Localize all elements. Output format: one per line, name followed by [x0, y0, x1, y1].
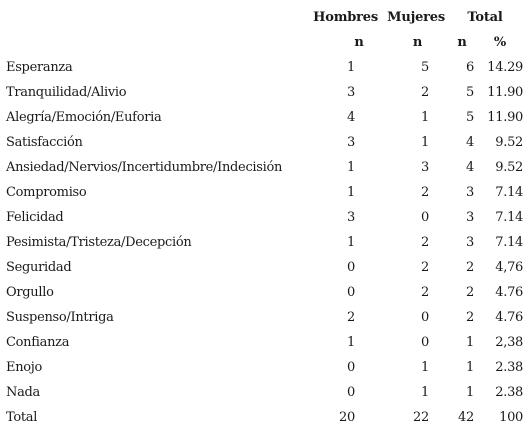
cell-total-pct: 9.52	[495, 160, 524, 175]
cell-mujeres: 1	[421, 385, 429, 400]
header-row-sub	[0, 30, 523, 55]
cell-mujeres: 0	[421, 210, 429, 225]
row-label: Tranquilidad/Alivio	[6, 85, 127, 100]
cell-hombres: 0	[347, 385, 355, 400]
cell-total-n: 1	[466, 360, 474, 375]
cell-hombres: 2	[347, 310, 355, 325]
cell-mujeres: 0	[421, 335, 429, 350]
cell-total-pct: 7.14	[495, 210, 524, 225]
row-label: Total	[6, 410, 38, 425]
table-row	[0, 330, 523, 355]
cell-total-n: 3	[466, 235, 474, 250]
cell-total-pct: 11.90	[487, 85, 524, 100]
row-label: Pesimista/Tristeza/Decepción	[6, 235, 192, 250]
cell-mujeres: 2	[421, 285, 429, 300]
table-row	[0, 255, 523, 280]
row-label: Felicidad	[6, 210, 64, 225]
cell-total-pct: 2.38	[495, 360, 524, 375]
row-label: Compromiso	[6, 185, 87, 200]
cell-total-n: 3	[466, 185, 474, 200]
row-label: Satisfacción	[6, 135, 83, 150]
table-row	[0, 280, 523, 305]
row-label: Suspenso/Intriga	[6, 310, 114, 325]
cell-hombres: 3	[347, 85, 355, 100]
cell-total-n: 6	[466, 60, 474, 75]
cell-hombres: 1	[347, 160, 355, 175]
cell-total-n: 1	[466, 385, 474, 400]
table-row	[0, 55, 523, 80]
row-label: Orgullo	[6, 285, 54, 300]
cell-hombres: 4	[347, 110, 355, 125]
emotions-table	[0, 5, 523, 430]
table-row	[0, 230, 523, 255]
row-label: Nada	[6, 385, 40, 400]
table-row	[0, 105, 523, 130]
cell-total-pct: 7.14	[495, 185, 524, 200]
cell-hombres: 1	[347, 235, 355, 250]
header-hombres: Hombres	[313, 10, 378, 25]
cell-mujeres: 1	[421, 135, 429, 150]
cell-mujeres: 2	[421, 185, 429, 200]
cell-hombres: 3	[347, 135, 355, 150]
cell-total-n: 5	[466, 110, 474, 125]
cell-total-pct: 9.52	[495, 135, 524, 150]
cell-total-pct: 2,38	[495, 335, 524, 350]
cell-total-n: 2	[466, 310, 474, 325]
cell-total-pct: 4,76	[495, 260, 524, 275]
cell-total-n: 2	[466, 285, 474, 300]
table-row	[0, 205, 523, 230]
cell-total-pct: 4.76	[495, 310, 524, 325]
cell-hombres: 20	[339, 410, 355, 425]
header-row-groups	[0, 5, 523, 30]
table-row	[0, 130, 523, 155]
cell-total-n: 1	[466, 335, 474, 350]
cell-mujeres: 2	[421, 235, 429, 250]
cell-total-pct: 100	[499, 410, 524, 425]
table-row	[0, 80, 523, 105]
header-sub-mujeres-n: n	[412, 35, 423, 50]
cell-total-n: 5	[466, 85, 474, 100]
cell-hombres: 0	[347, 360, 355, 375]
cell-total-pct: 7.14	[495, 235, 524, 250]
header-sub-total-n: n	[457, 35, 467, 50]
header-sub-empty	[0, 30, 312, 55]
cell-mujeres: 2	[421, 260, 429, 275]
cell-mujeres: 22	[413, 410, 429, 425]
cell-hombres: 1	[347, 185, 355, 200]
cell-mujeres: 3	[421, 160, 429, 175]
row-label: Confianza	[6, 335, 70, 350]
row-label: Alegría/Emoción/Euforia	[6, 110, 162, 125]
cell-total-pct: 2.38	[495, 385, 524, 400]
row-label: Seguridad	[6, 260, 72, 275]
row-label: Esperanza	[6, 60, 73, 75]
cell-total-n: 42	[458, 410, 474, 425]
cell-mujeres: 5	[421, 60, 429, 75]
cell-total-n: 2	[466, 260, 474, 275]
cell-mujeres: 1	[421, 110, 429, 125]
cell-hombres: 3	[347, 210, 355, 225]
cell-mujeres: 0	[421, 310, 429, 325]
header-mujeres: Mujeres	[387, 10, 445, 25]
cell-hombres: 1	[347, 335, 355, 350]
header-empty	[0, 5, 312, 30]
cell-total-n: 4	[466, 135, 474, 150]
header-sub-total-pct: %	[493, 35, 507, 50]
cell-mujeres: 2	[421, 85, 429, 100]
cell-hombres: 0	[347, 260, 355, 275]
table-row	[0, 355, 523, 380]
table-row	[0, 180, 523, 205]
cell-total-pct: 14.29	[487, 60, 524, 75]
cell-hombres: 0	[347, 285, 355, 300]
table-row	[0, 155, 523, 180]
row-label: Enojo	[6, 360, 43, 375]
header-sub-hombres-n: n	[354, 35, 364, 50]
cell-total-pct: 11.90	[487, 110, 524, 125]
table-row	[0, 305, 523, 330]
cell-total-pct: 4.76	[495, 285, 524, 300]
cell-total-n: 4	[466, 160, 474, 175]
table-row	[0, 380, 523, 405]
row-label: Ansiedad/Nervios/Incertidumbre/Indecisión	[6, 160, 283, 175]
header-total: Total	[467, 10, 503, 25]
table-body	[0, 55, 523, 430]
cell-mujeres: 1	[421, 360, 429, 375]
cell-total-n: 3	[466, 210, 474, 225]
cell-hombres: 1	[347, 60, 355, 75]
total-row	[0, 405, 523, 430]
